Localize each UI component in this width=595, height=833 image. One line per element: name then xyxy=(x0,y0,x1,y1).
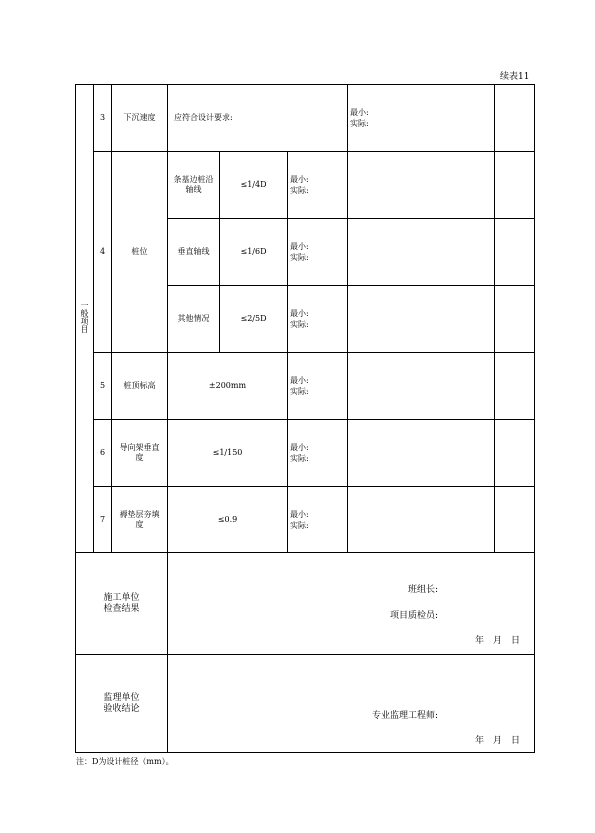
construction-row xyxy=(76,553,535,655)
item-standard: 应符合设计要求: xyxy=(168,85,348,152)
continued-label: 续表11 xyxy=(500,72,530,82)
result-cell[interactable] xyxy=(348,420,495,487)
extra-cell[interactable] xyxy=(495,219,535,286)
actual-label: 实际: xyxy=(290,253,309,262)
item-standard: ≤1/150 xyxy=(168,420,288,487)
item-no: 5 xyxy=(94,353,112,420)
min-actual xyxy=(288,353,348,420)
item-no: 7 xyxy=(94,487,112,553)
actual-label: 实际: xyxy=(290,320,309,329)
min-label: 最小: xyxy=(290,509,309,519)
result-cell[interactable] xyxy=(348,219,495,286)
min-label: 最小: xyxy=(290,443,309,452)
subitem-standard: ≤2/5D xyxy=(220,286,288,353)
inspection-table xyxy=(75,84,535,753)
item-name: 桩位 xyxy=(112,152,168,353)
table-row xyxy=(76,353,535,420)
extra-cell[interactable] xyxy=(495,353,535,420)
result-cell[interactable] xyxy=(348,286,495,353)
actual-label: 实际: xyxy=(290,186,309,195)
min-label: 最小: xyxy=(290,309,309,318)
min-label: 最小: xyxy=(350,108,369,117)
result-cell[interactable] xyxy=(495,85,535,152)
result-cell[interactable] xyxy=(348,152,495,219)
subitem-name: 其他情况 xyxy=(168,286,220,353)
construction-title-cell xyxy=(76,553,168,655)
supervision-title: 监理单位验收结论 xyxy=(103,692,140,714)
subitem-name: 垂直轴线 xyxy=(168,219,220,286)
min-actual xyxy=(288,420,348,487)
construction-title: 施工单位检查结果 xyxy=(103,592,140,614)
item-name: 桩顶标高 xyxy=(112,353,168,420)
actual-label: 实际: xyxy=(350,119,369,128)
supervision-row xyxy=(76,655,535,753)
item-no: 6 xyxy=(94,420,112,487)
supervision-result-cell[interactable] xyxy=(168,655,535,753)
table-row xyxy=(76,487,535,553)
engineer-label: 专业监理工程师: xyxy=(371,711,439,721)
extra-cell[interactable] xyxy=(495,487,535,553)
item-name: 褥垫层夯填度 xyxy=(112,487,168,553)
category-label: 一般项目 xyxy=(80,301,89,333)
qc-inspector-label: 项目质检员: xyxy=(389,611,439,621)
min-actual xyxy=(288,152,348,219)
item-standard: ±200mm xyxy=(168,353,288,420)
actual-label: 实际: xyxy=(290,454,309,463)
result-cell[interactable] xyxy=(348,487,495,553)
team-leader-label: 班组长: xyxy=(407,585,439,595)
result-cell[interactable] xyxy=(348,353,495,420)
footnote: 注：D为设计桩径（mm）。 xyxy=(76,757,174,766)
item-name: 导向架垂直度 xyxy=(112,420,168,487)
item-no: 3 xyxy=(94,85,112,152)
supervision-title-cell xyxy=(76,655,168,753)
min-actual xyxy=(288,286,348,353)
subitem-standard: ≤1/4D xyxy=(220,152,288,219)
extra-cell[interactable] xyxy=(495,286,535,353)
min-label: 最小: xyxy=(290,376,309,385)
extra-cell[interactable] xyxy=(495,152,535,219)
min-label: 最小: xyxy=(290,175,309,184)
actual-label: 实际: xyxy=(290,387,309,396)
min-label: 最小: xyxy=(290,242,309,251)
item-name: 下沉速度 xyxy=(112,85,168,152)
min-actual xyxy=(288,219,348,286)
construction-result-cell[interactable] xyxy=(168,553,535,655)
category-cell xyxy=(76,85,94,553)
subitem-name: 条基边桩沿轴线 xyxy=(168,152,220,219)
item-no: 4 xyxy=(94,152,112,353)
table-row xyxy=(76,152,535,219)
min-actual xyxy=(348,85,495,152)
extra-cell[interactable] xyxy=(495,420,535,487)
min-actual xyxy=(288,487,348,553)
actual-label: 实际: xyxy=(290,520,309,530)
item-standard: ≤0.9 xyxy=(168,487,288,553)
table-row xyxy=(76,420,535,487)
supervision-date: 年 月 日 xyxy=(475,736,521,746)
subitem-standard: ≤1/6D xyxy=(220,219,288,286)
construction-date: 年 月 日 xyxy=(475,636,521,646)
table-row xyxy=(76,85,535,152)
